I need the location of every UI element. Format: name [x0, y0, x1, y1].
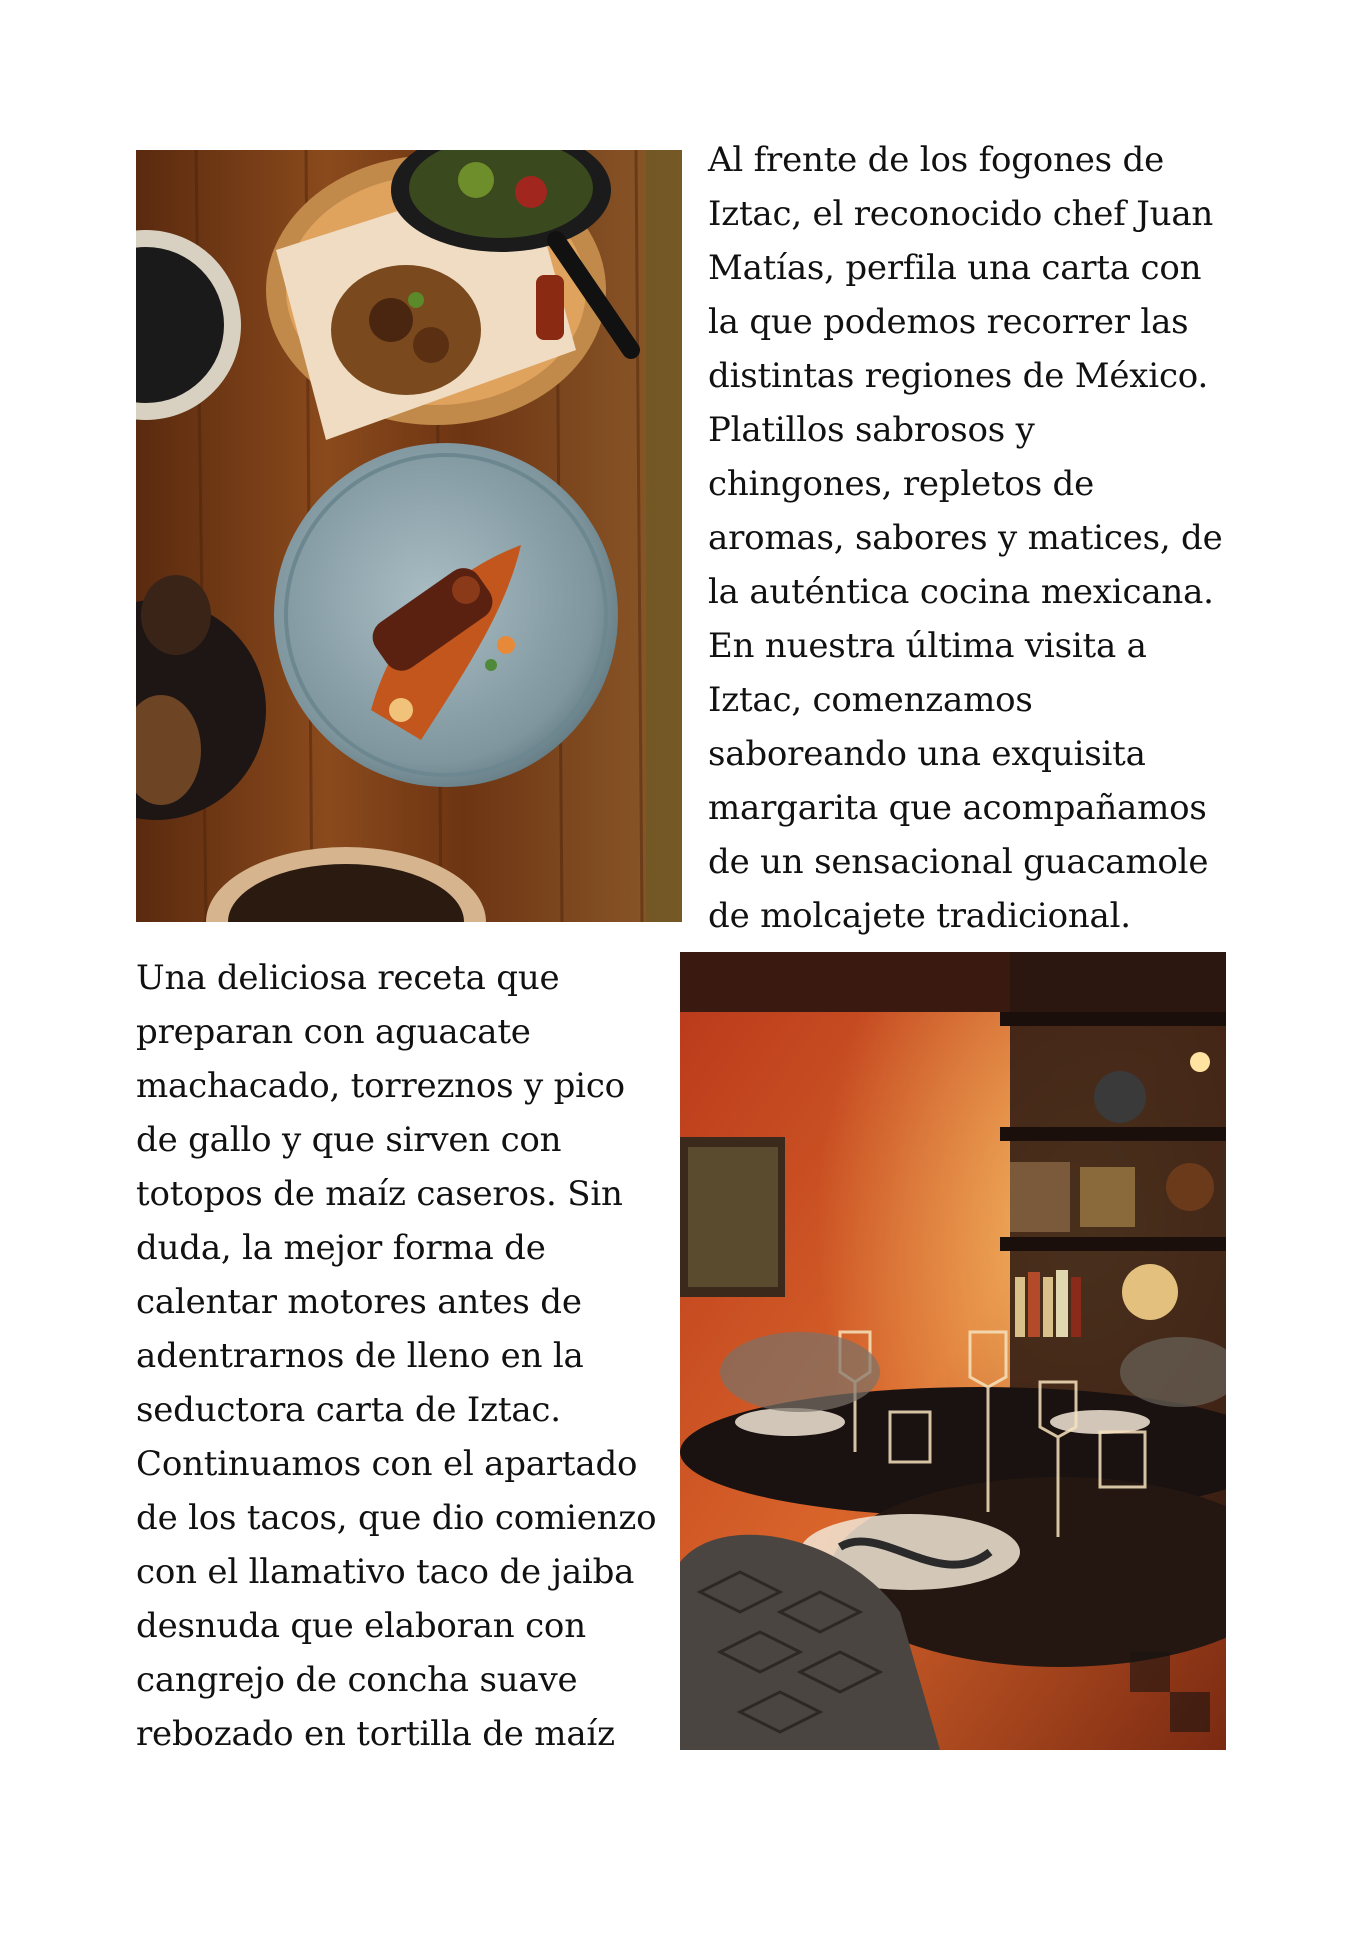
text-line: machacado, torreznos y pico [136, 1066, 625, 1106]
text-line: seductora carta de Iztac. [136, 1390, 561, 1430]
text-line: de molcajete tradicional. [708, 896, 1131, 936]
restaurant-photo [680, 952, 1226, 1750]
text-line: la que podemos recorrer las [708, 302, 1189, 342]
text-line: con el llamativo taco de jaiba [136, 1552, 635, 1592]
text-line: duda, la mejor forma de [136, 1228, 546, 1268]
paragraph-left [136, 951, 676, 1761]
text-line: de los tacos, que dio comienzo [136, 1498, 657, 1538]
text-line: aromas, sabores y matices, de [708, 518, 1223, 558]
text-line: chingones, repletos de [708, 464, 1095, 504]
text-line: desnuda que elaboran con [136, 1606, 586, 1646]
text-line: Una deliciosa receta que [136, 958, 560, 998]
text-line: Al frente de los fogones de [708, 140, 1165, 180]
text-line: distintas regiones de México. [708, 356, 1209, 396]
text-line: cangrejo de concha suave [136, 1660, 578, 1700]
text-line: En nuestra última visita a [708, 626, 1147, 666]
text-line: calentar motores antes de [136, 1282, 582, 1322]
text-line: totopos de maíz caseros. Sin [136, 1174, 623, 1214]
text-line: Iztac, comenzamos [708, 680, 1033, 720]
text-line: Platillos sabrosos y [708, 410, 1035, 450]
text-line: Continuamos con el apartado [136, 1444, 638, 1484]
text-line: de gallo y que sirven con [136, 1120, 562, 1160]
text-line: saboreando una exquisita [708, 734, 1146, 774]
text-line: adentrarnos de lleno en la [136, 1336, 584, 1376]
overhead-mexican-dishes-photo-icon [136, 150, 682, 922]
food-photo [136, 150, 682, 922]
text-line: margarita que acompañamos [708, 788, 1207, 828]
restaurant-interior-photo-icon [680, 952, 1226, 1750]
text-line: de un sensacional guacamole [708, 842, 1209, 882]
text-line: rebozado en tortilla de maíz [136, 1714, 615, 1754]
paragraph-right [708, 133, 1228, 943]
text-line: Matías, perfila una carta con [708, 248, 1202, 288]
text-line: la auténtica cocina mexicana. [708, 572, 1214, 612]
text-line: Iztac, el reconocido chef Juan [708, 194, 1214, 234]
text-line: preparan con aguacate [136, 1012, 531, 1052]
